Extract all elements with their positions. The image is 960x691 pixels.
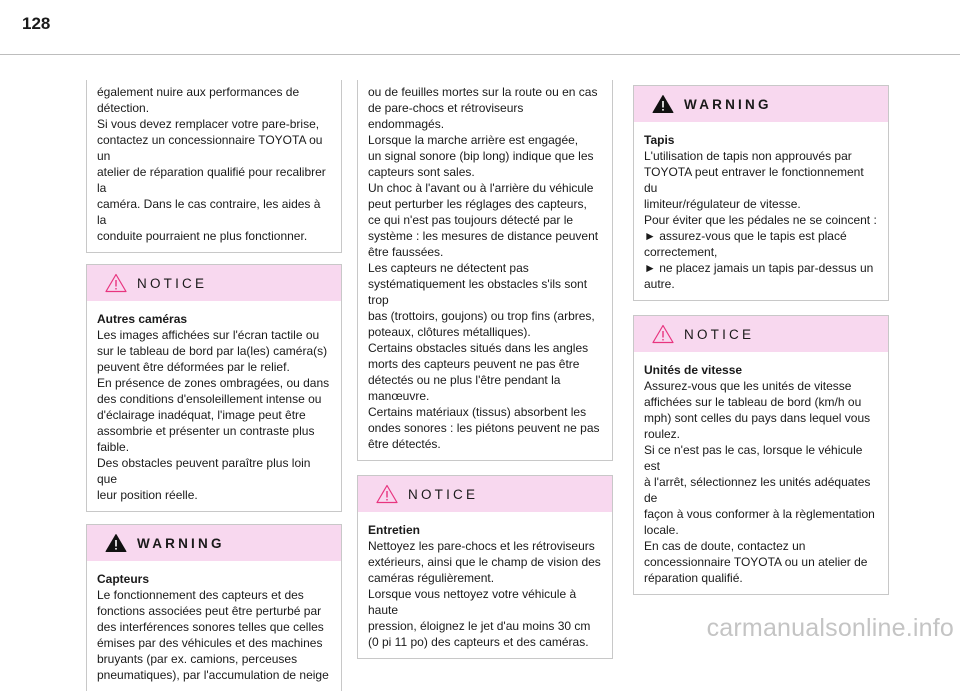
top-rule: [0, 54, 960, 55]
notice-subtitle: Entretien: [368, 523, 421, 537]
continued-text-box: [86, 80, 342, 253]
warning-text: Le fonctionnement des capteurs et des fonctions associées peut être perturbé par des interférences sonores telles que celles émises par des véhicules et des machines bruyants (par ex. camions, perceuses pneumatiques), par l'accumulation de neige: [97, 588, 329, 682]
page-number: 128: [22, 14, 51, 33]
warning-triangle-outline-icon: [652, 324, 674, 344]
notice-box-maintenance: [357, 475, 613, 659]
notice-title: NOTICE: [408, 486, 479, 502]
warning-subtitle: Capteurs: [97, 572, 150, 586]
warning-triangle-outline-icon: [105, 273, 127, 293]
warning-text: L'utilisation de tapis non approuvés par TOYOTA peut entraver le fonctionnement du limiteur/régulateur de vitesse. Pour éviter que les pédales ne se coincent : ► assurez-vous que le tapis est placé correctement, ► ne placez jamais un tapis par-dessus un autre.: [644, 149, 877, 291]
warning-box-mats: [633, 85, 889, 301]
notice-body: [634, 352, 888, 594]
column-1: [86, 80, 342, 691]
column-3: [633, 85, 889, 595]
warning-header: [634, 86, 888, 122]
warning-triangle-filled-icon: [105, 533, 127, 553]
warning-title: WARNING: [137, 535, 225, 551]
notice-text: Assurez-vous que les unités de vitesse affichées sur le tableau de bord (km/h ou mph) sont celles du pays dans lequel vous roulez. Si ce n'est pas le cas, lorsque le véhicule est à l'arrêt, sélectionnez les unités adéquates de façon à vous conformer à la règlementation locale. En cas de doute, contactez un concessionnaire TOYOTA ou un atelier de réparation qualifié.: [644, 379, 875, 585]
notice-header: [358, 476, 612, 512]
notice-subtitle: Autres caméras: [97, 312, 188, 326]
warning-subtitle: Tapis: [644, 133, 675, 147]
warning-body: [87, 561, 341, 691]
notice-text: Les images affichées sur l'écran tactile ou sur le tableau de bord par la(les) caméra(s) peuvent être déformées par le relief. En présence de zones ombragées, ou dans des conditions d'ensoleillement intense ou d'éclairage inadéquat, l'image peut être assombrie et présenter un contraste plus faible. Des obstacles peuvent paraître plus loin que leur position réelle.: [97, 328, 330, 502]
notice-body: [358, 512, 612, 658]
warning-triangle-outline-icon: [376, 484, 398, 504]
warning-triangle-filled-icon: [652, 94, 674, 114]
notice-title: NOTICE: [684, 326, 755, 342]
notice-header: [87, 265, 341, 301]
warning-body: [634, 122, 888, 300]
continued-text: ou de feuilles mortes sur la route ou en cas de pare-chocs et rétroviseurs endommagés. Lorsque la marche arrière est engagée, un signal sonore (bip long) indique que les capteurs sont sales. Un choc à l'avant ou à l'arrière du véhicule peut perturber les réglages des capteurs, ce qui n'est pas toujours détecté par le système : les mesures de distance peuvent être faussées. Les capteurs ne détectent pas systématiquement les obstacles s'ils sont trop bas (trottoirs, goujons) ou trop fins (arbres, poteaux, clôtures métalliques). Certains obstacles situés dans les angles morts des capteurs peuvent ne pas être détectés ou ne plus l'être pendant la manœuvre. Certains matériaux (tissus) absorbent les ondes sonores : les piétons peuvent ne pas être détectés.: [368, 85, 600, 451]
warning-box-sensors: [86, 524, 342, 691]
warning-title: WARNING: [684, 96, 772, 112]
notice-text: Nettoyez les pare-chocs et les rétroviseurs extérieurs, ainsi que le champ de vision des caméras régulièrement. Lorsque vous nettoyez votre véhicule à haute pression, éloignez le jet d'au moins 30 cm (0 pi 11 po) des capteurs et des caméras.: [368, 539, 601, 649]
notice-box-speed-units: [633, 315, 889, 595]
notice-subtitle: Unités de vitesse: [644, 363, 743, 377]
notice-box-cameras: [86, 264, 342, 512]
watermark: carmanualsonline.info: [706, 614, 954, 642]
warning-header: [87, 525, 341, 561]
notice-title: NOTICE: [137, 275, 208, 291]
continued-text-box: [357, 80, 613, 461]
notice-header: [634, 316, 888, 352]
notice-body: [87, 301, 341, 511]
column-2: [357, 80, 613, 659]
continued-text: également nuire aux performances de détection. Si vous devez remplacer votre pare-brise, contactez un concessionnaire TOYOTA ou un atelier de réparation qualifié pour recalibrer la caméra. Dans le cas contraire, les aides à la conduite pourraient ne plus fonctionner.: [97, 85, 326, 243]
